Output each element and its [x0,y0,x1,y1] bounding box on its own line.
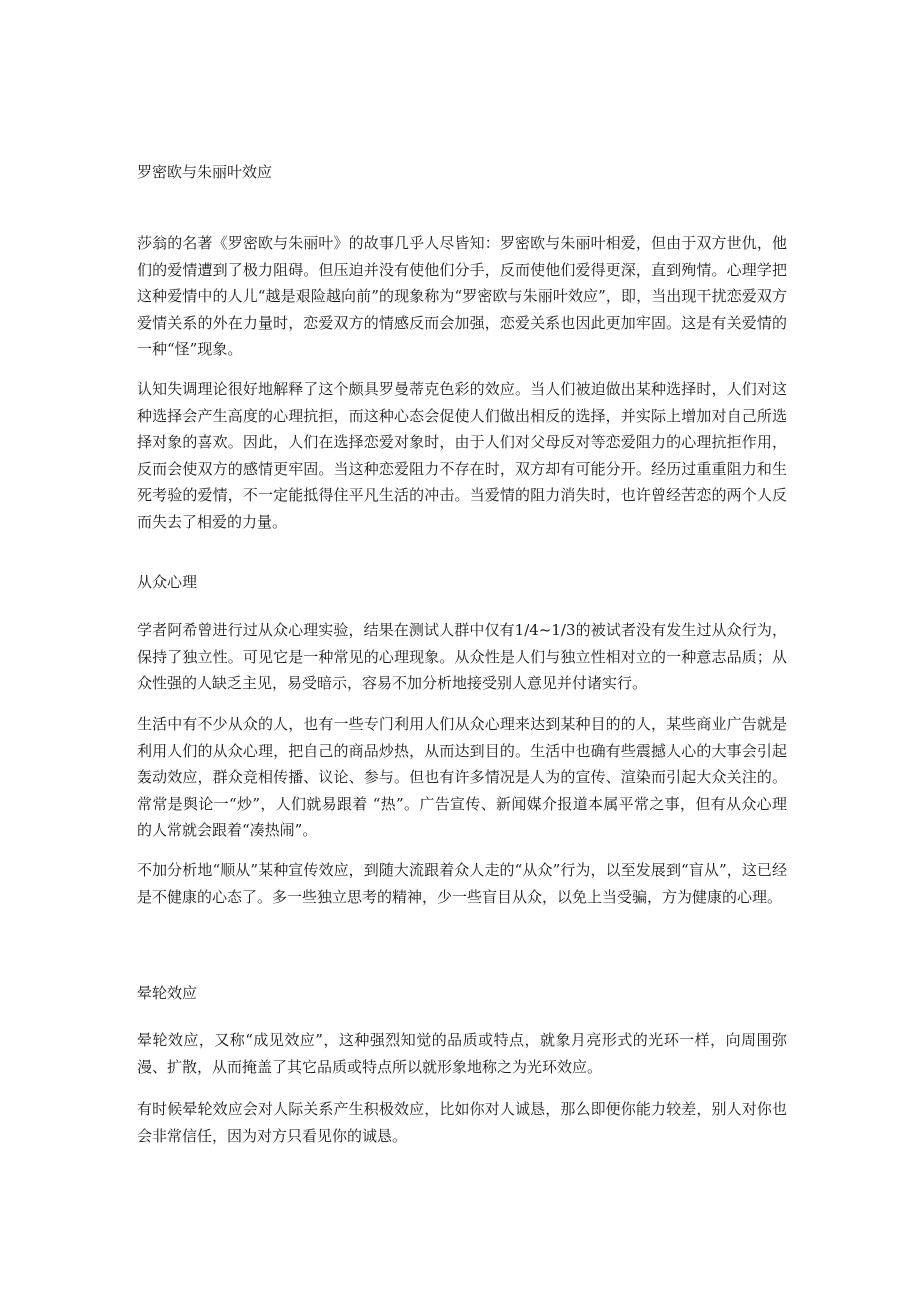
paragraph-romeo-juliet-1: 莎翁的名著《罗密欧与朱丽叶》的故事几乎人尽皆知：罗密欧与朱丽叶相爱，但由于双方世仇，他们的爱情遭到了极力阻碍。但压迫并没有使他们分手，反而使他们爱得更深，直到殉情。心理学把这种爱情中的人儿“越是艰险越向前”的现象称为“罗密欧与朱丽叶效应”，即，当出现干扰恋爱双方爱情关系的外在力量时，恋爱双方的情感反而会加强，恋爱关系也因此更加牢固。这是有关爱情的一种“怪”现象。 [137,234,787,358]
paragraph-conformity-3: 不加分析地“顺从”某种宣传效应，到随大流跟着众人走的“从众”行为，以至发展到“盲从”，这已经是不健康的心态了。多一些独立思考的精神，少一些盲目从众，以免上当受骗，方为健康的心理。 [137,861,787,906]
paragraph-conformity-1: 学者阿希曾进行过从众心理实验，结果在测试人群中仅有1/4~1/3的被试者没有发生过从众行为，保持了独立性。可见它是一种常见的心理现象。从众性是人们与独立性相对立的一种意志品质；从众性强的人缺乏主见，易受暗示，容易不加分析地接受别人意见并付诸实行。 [137,621,787,692]
section-title-conformity: 从众心理 [137,573,198,591]
section-title-halo-effect: 晕轮效应 [137,984,198,1002]
section-title-romeo-juliet: 罗密欧与朱丽叶效应 [137,163,273,181]
paragraph-halo-effect-2: 有时候晕轮效应会对人际关系产生积极效应，比如你对人诚恳，那么即便你能力较差，别人对你也会非常信任，因为对方只看见你的诚恳。 [137,1100,787,1145]
paragraph-halo-effect-1: 晕轮效应，又称“成见效应”，这种强烈知觉的品质或特点，就象月亮形式的光环一样，向周围弥漫、扩散，从而掩盖了其它品质或特点所以就形象地称之为光环效应。 [137,1031,787,1076]
paragraph-conformity-2: 生活中有不少从众的人，也有一些专门利用人们从众心理来达到某种目的的人，某些商业广告就是利用人们的从众心理，把自己的商品炒热，从而达到目的。生活中也确有些震撼人心的大事会引起轰动效应，群众竞相传播、议论、参与。但也有许多情况是人为的宣传、渲染而引起大众关注的。常常是舆论一“炒”，人们就易跟着 “热”。广告宣传、新闻媒介报道本属平常之事，但有从众心理的人常就会跟着“凑热闹”。 [137,715,787,839]
paragraph-romeo-juliet-2: 认知失调理论很好地解释了这个颇具罗曼蒂克色彩的效应。当人们被迫做出某种选择时，人们对这种选择会产生高度的心理抗拒，而这种心态会促使人们做出相反的选择，并实际上增加对自己所选择对象的喜欢。因此，人们在选择恋爱对象时，由于人们对父母反对等恋爱阻力的心理抗拒作用，反而会使双方的感情更牢固。当这种恋爱阻力不存在时，双方却有可能分开。经历过重重阻力和生死考验的爱情，不一定能抵得住平凡生活的冲击。当爱情的阻力消失时，也许曾经苦恋的两个人反而失去了相爱的力量。 [137,380,787,531]
